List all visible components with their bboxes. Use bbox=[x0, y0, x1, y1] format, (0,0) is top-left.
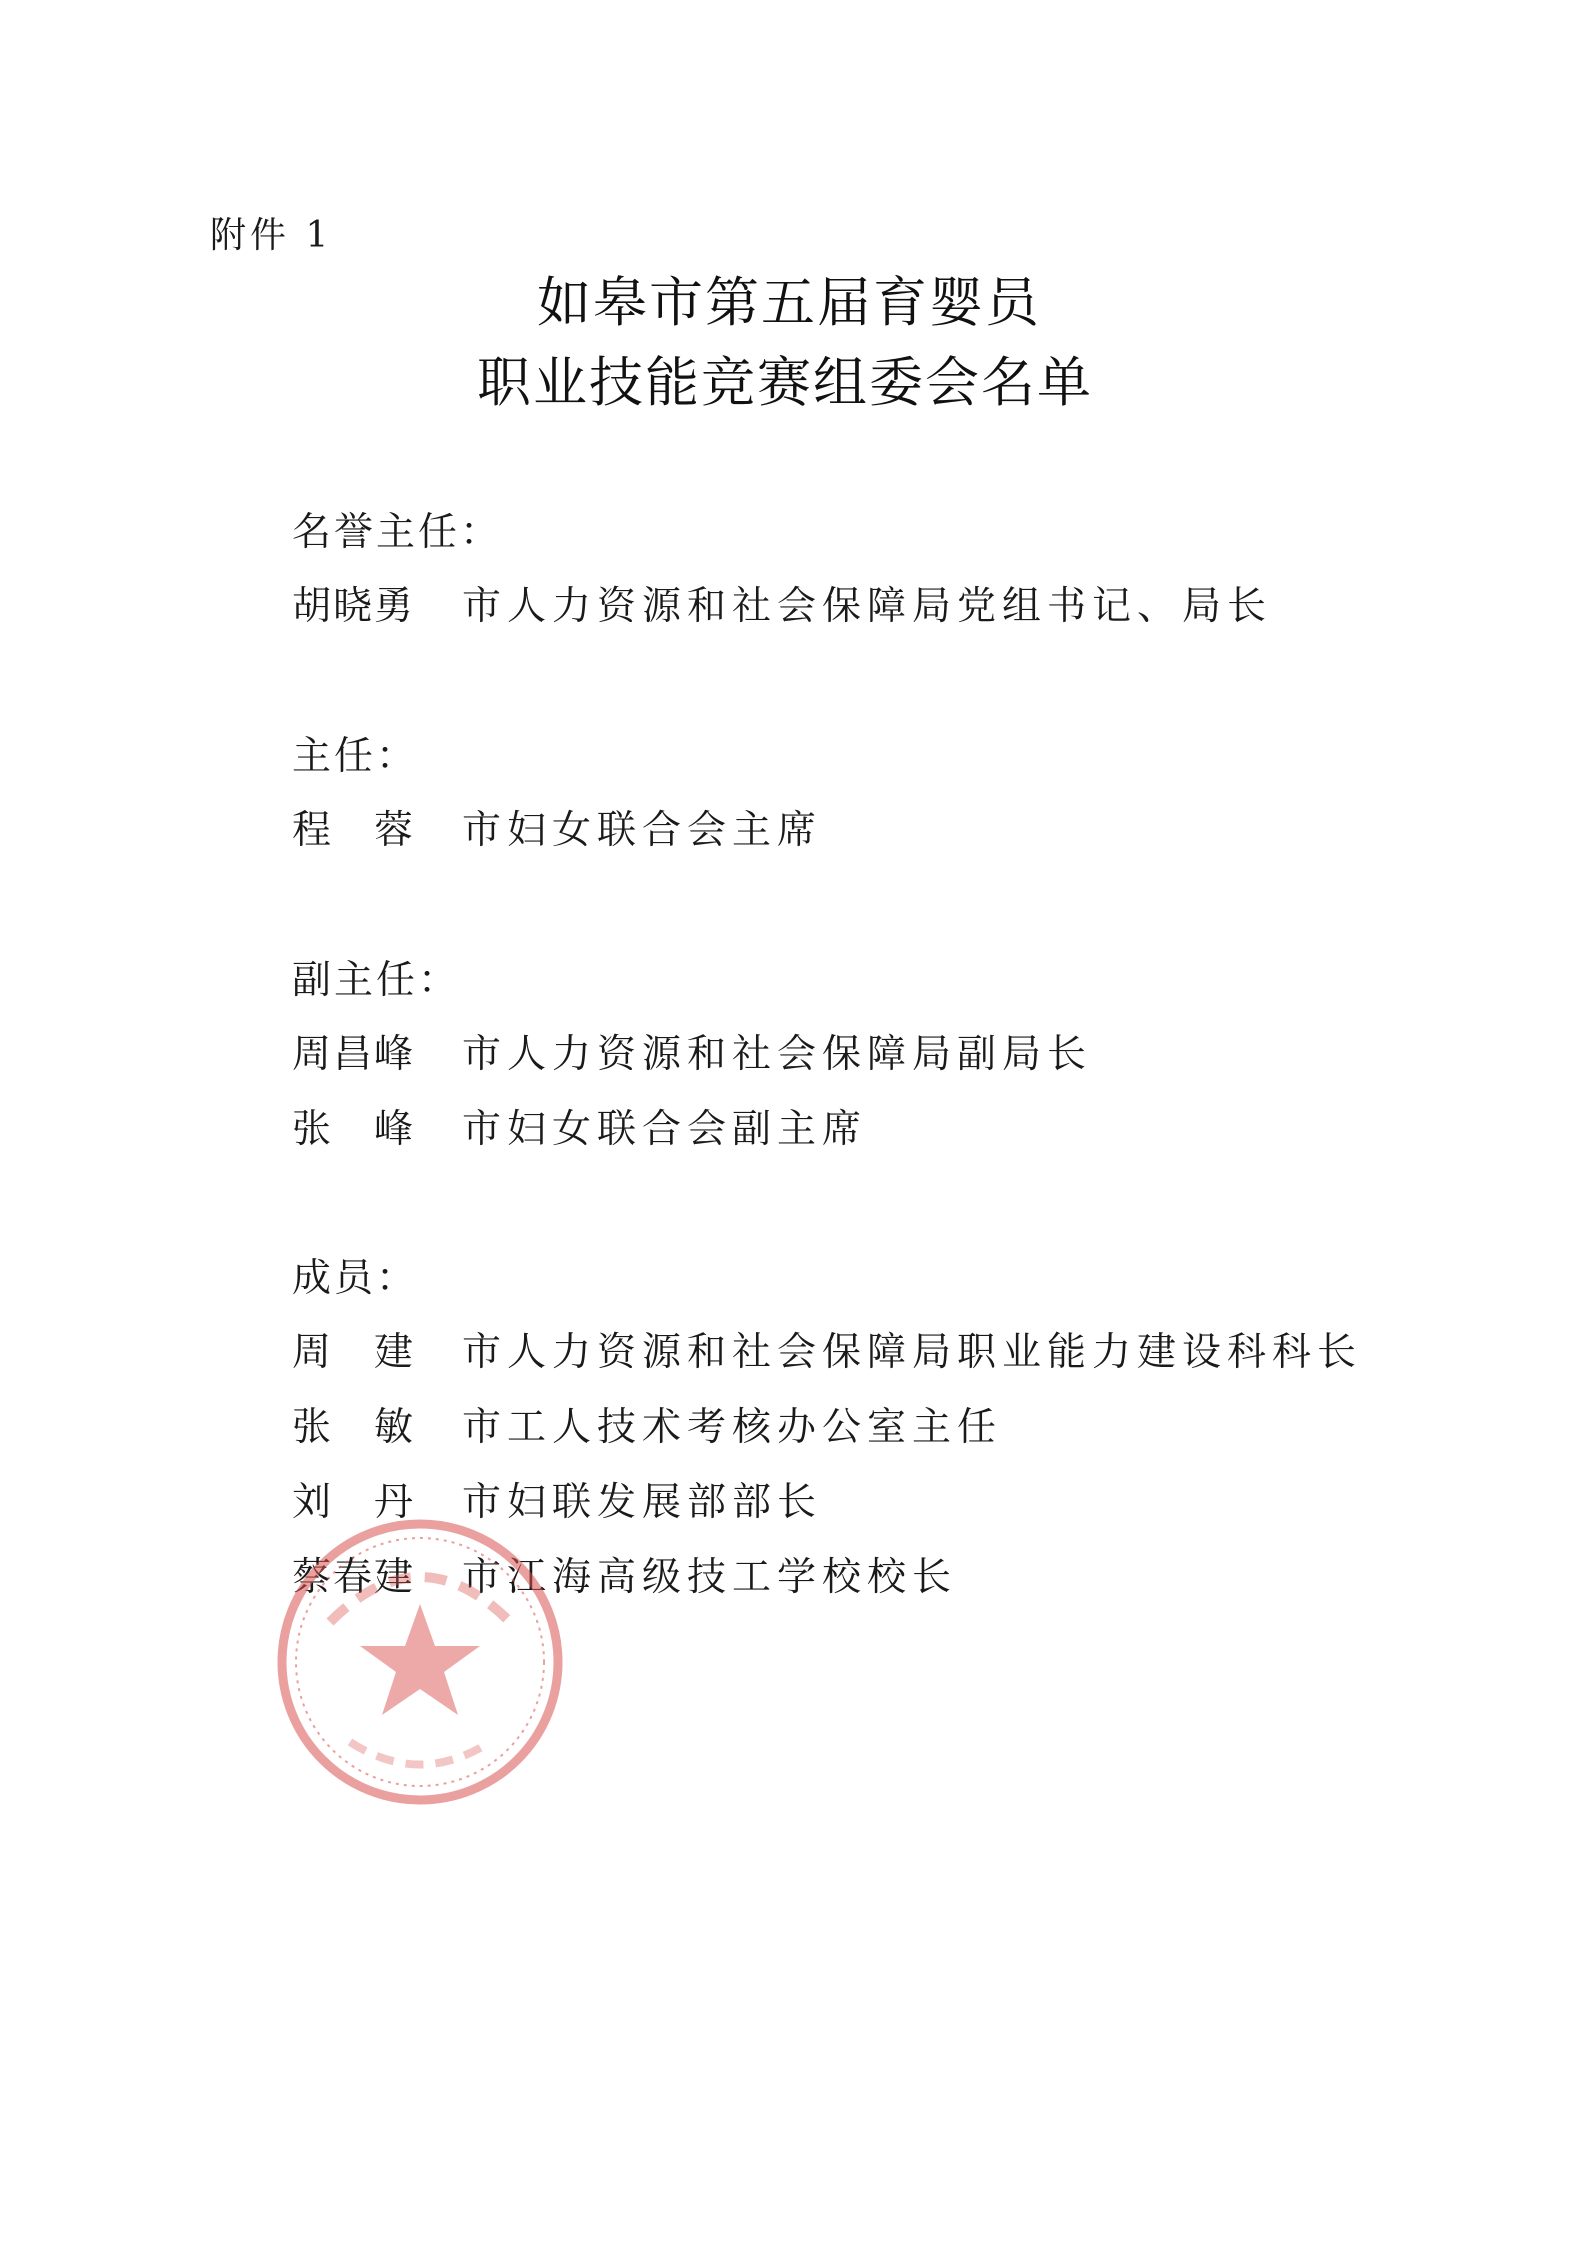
member-role: 市妇女联合会副主席 bbox=[462, 1107, 868, 1152]
member-row bbox=[292, 806, 822, 856]
document-title-line1: 如皋市第五届育婴员 bbox=[537, 271, 1041, 334]
document-title-line2: 职业技能竞赛组委会名单 bbox=[477, 351, 1093, 414]
member-row bbox=[292, 1030, 1092, 1080]
member-name: 程 蓉 bbox=[292, 808, 416, 853]
member-row bbox=[292, 1403, 1002, 1453]
member-name: 胡晓勇 bbox=[292, 584, 416, 629]
member-name: 周 建 bbox=[292, 1330, 416, 1375]
section-heading-members: 成员： bbox=[292, 1256, 419, 1301]
member-row bbox=[292, 582, 1272, 632]
member-name: 张 峰 bbox=[292, 1107, 416, 1152]
section-heading-honorary-director: 名誉主任： bbox=[292, 510, 503, 555]
member-role: 市人力资源和社会保障局职业能力建设科科长 bbox=[462, 1330, 1363, 1375]
member-row bbox=[292, 1478, 822, 1528]
member-name: 蔡春建 bbox=[292, 1555, 416, 1600]
member-name: 张 敏 bbox=[292, 1405, 416, 1450]
member-name: 刘 丹 bbox=[292, 1480, 416, 1525]
member-role: 市工人技术考核办公室主任 bbox=[462, 1405, 1003, 1450]
section-heading-director: 主任： bbox=[292, 734, 419, 779]
member-row bbox=[292, 1328, 1362, 1378]
star-icon bbox=[360, 1604, 480, 1715]
member-role: 市人力资源和社会保障局副局长 bbox=[462, 1032, 1093, 1077]
member-name: 周昌峰 bbox=[292, 1032, 416, 1077]
member-role: 市江海高级技工学校校长 bbox=[462, 1555, 958, 1600]
attachment-label: 附件 1 bbox=[210, 215, 333, 256]
member-role: 市人力资源和社会保障局党组书记、局长 bbox=[462, 584, 1273, 629]
member-role: 市妇女联合会主席 bbox=[462, 808, 823, 853]
member-row bbox=[292, 1553, 957, 1603]
member-role: 市妇联发展部部长 bbox=[462, 1480, 823, 1525]
member-row bbox=[292, 1105, 867, 1155]
section-heading-deputy-director: 副主任： bbox=[292, 958, 461, 1003]
